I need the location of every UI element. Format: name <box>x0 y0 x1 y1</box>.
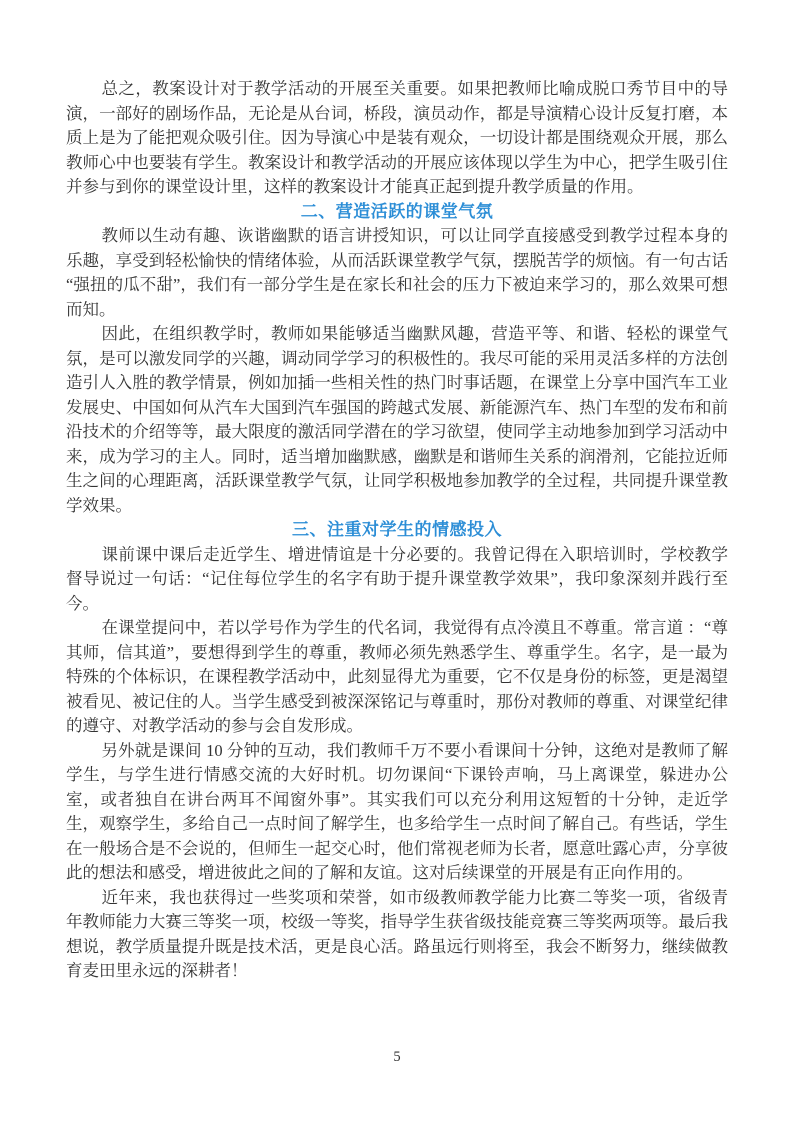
paragraph-lesson-design-conclusion: 总之，教案设计对于教学活动的开展至关重要。如果把教师比喻成脱口秀节目中的导演，一部好的剧场作品，无论是从台词，桥段，演员动作，都是导演精心设计反复打磨，本质上是为了能把观众吸引住。因为导演心中是装有观众，一切设计都是围绕观众开展，那么教师心中也要装有学生。教案设计和教学活动的开展应该体现以学生为中心，把学生吸引住并参与到你的课堂设计里，这样的教案设计才能真正起到提升教学质量的作用。 <box>66 79 728 196</box>
paragraph-humorous-teaching: 教师以生动有趣、诙谐幽默的语言讲授知识，可以让同学直接感受到教学过程本身的乐趣，享受到轻松愉快的情绪体验，从而活跃课堂教学气氛，摆脱苦学的烦恼。有一句古话“强扭的瓜不甜”，我们有一部分学生是在家长和社会的压力下被迫来学习的，那么效果可想而知。 <box>66 226 728 319</box>
page-number: 5 <box>393 1049 401 1065</box>
paragraph-remember-names-advice: 课前课中课后走近学生、增进情谊是十分必要的。我曾记得在入职培训时，学校教学督导说过一句话：“记住每位学生的名字有助于提升课堂教学效果”，我印象深刻并践行至今。 <box>66 544 728 613</box>
section-heading-emotional-investment: 三、注重对学生的情感投入 <box>292 520 502 539</box>
paragraph-break-time-interaction: 另外就是课间 10 分钟的互动，我们教师千万不要小看课间十分钟，这绝对是教师了解学生，与学生进行情感交流的大好时机。切勿课间“下课铃声响，马上离课堂，躲进办公室，或者独自在讲台两耳不闻窗外事”。其实我们可以充分利用这短暂的十分钟，走近学生，观察学生，多给自己一点时间了解学生，也多给学生一点时间了解自己。有些话，学生在一般场合是不会说的，但师生一起交心时，他们常视老师为长者，愿意吐露心声，分享彼此的想法和感受，增进彼此之间的了解和友谊。这对后续课堂的开展是有正向作用的。 <box>66 740 728 882</box>
paragraph-awards-and-closing: 近年来，我也获得过一些奖项和荣誉，如市级教师教学能力比赛二等奖一项，省级青年教师能力大赛三等奖一项，校级一等奖，指导学生获省级技能竞赛三等奖两项等。最后我想说，教学质量提升既是技术活，更是良心活。路虽远行则将至，我会不断努力，继续做教育麦田里永远的深耕者！ <box>66 887 728 980</box>
page-content <box>66 77 728 984</box>
paragraph-flexible-methods: 因此，在组织教学时，教师如果能够适当幽默风趣，营造平等、和谐、轻松的课堂气氛，是可以激发同学的兴趣，调动同学学习的积极性的。我尽可能的采用灵活多样的方法创造引人入胜的教学情景，例如加插一些相关性的热门时事话题，在课堂上分享中国汽车工业发展史、中国如何从汽车大国到汽车强国的跨越式发展、新能源汽车、热门车型的发布和前沿技术的介绍等等，最大限度的激活同学潜在的学习欲望，使同学主动地参加到学习活动中来，成为学习的主人。同时，适当增加幽默感，幽默是和谐师生关系的润滑剂，它能拉近师生之间的心理距离，活跃课堂教学气氛，让同学积极地参加教学的全过程，共同提升课堂教学效果。 <box>66 324 728 515</box>
section-heading-classroom-atmosphere: 二、营造活跃的课堂气氛 <box>300 201 494 221</box>
paragraph-respect-students: 在课堂提问中，若以学号作为学生的代名词，我觉得有点冷漠且不尊重。常言道 ：“尊其师，信其道”，要想得到学生的尊重，教师必须先熟悉学生、尊重学生。名字，是一最为特殊的个体标识，在课程教学活动中，此刻显得尤为重要，它不仅是身份的标签，更是渴望被看见、被记住的人。当学生感受到被深深铭记与尊重时，那份对教师的尊重、对课堂纪律的遵守、对教学活动的参与会自发形成。 <box>66 618 728 735</box>
